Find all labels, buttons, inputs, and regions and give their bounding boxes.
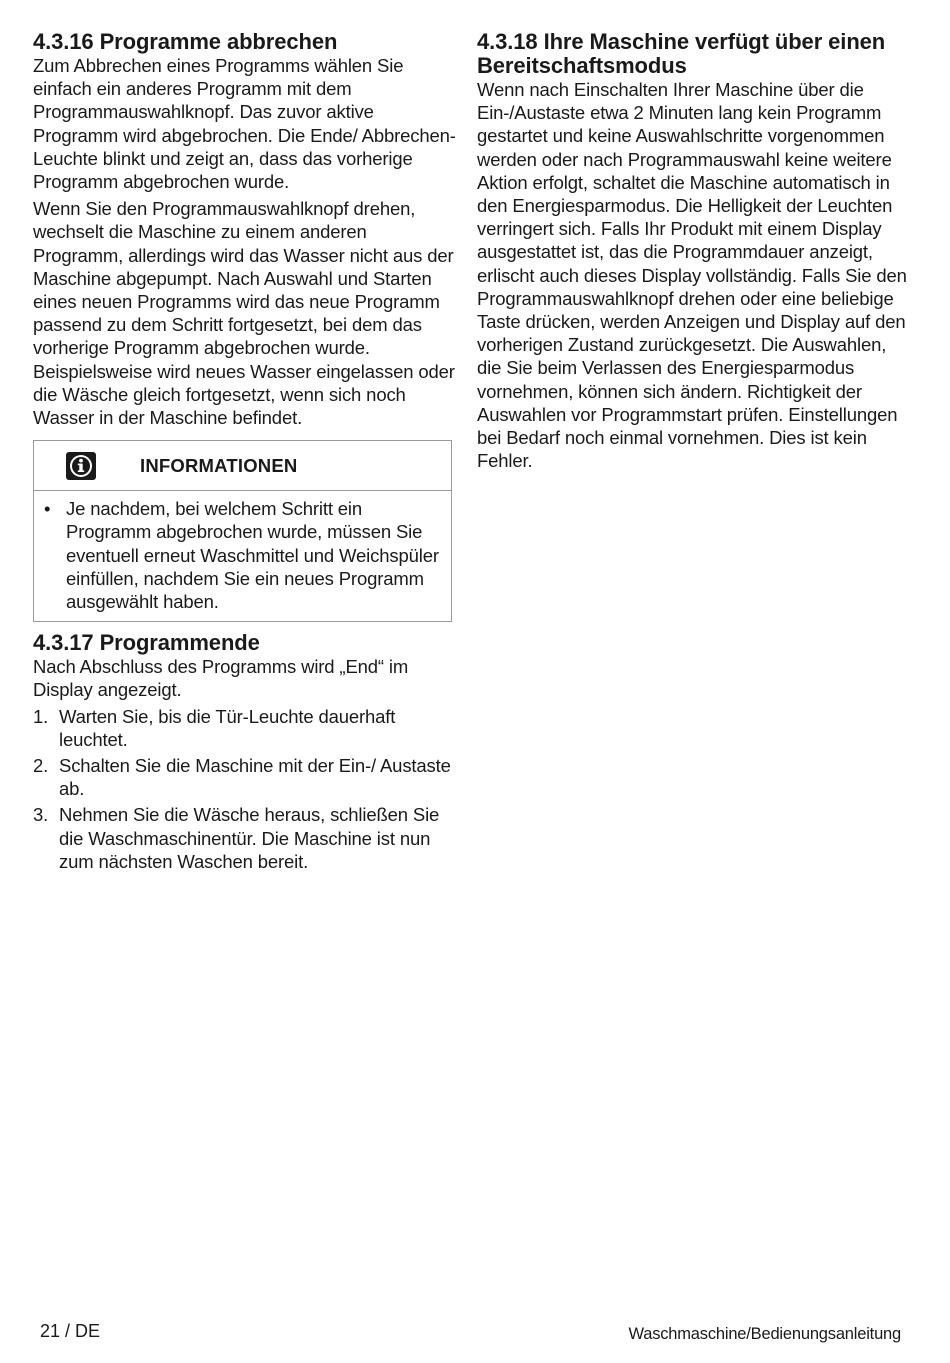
step-text: Schalten Sie die Maschine mit der Ein-/ Austaste ab. [59,755,451,800]
step-item [33,705,457,751]
info-bullet-text: Je nachdem, bei welchem Schritt ein Programm abgebrochen wurde, müssen Sie eventuell erneut Waschmittel und Weichspüler einfüllen, nachdem Sie ein neues Programm ausgewählt haben. [66,498,439,613]
step-text: Warten Sie, bis die Tür-Leuchte dauerhaft leuchtet. [59,705,396,750]
steps-list [33,705,457,873]
info-icon [66,452,96,480]
step-text: Nehmen Sie die Wäsche heraus, schließen Sie die Waschmaschinentür. Die Maschine ist nun zum nächsten Waschen bereit. [59,804,440,872]
info-box-title: INFORMATIONEN [140,454,298,476]
info-box-body [34,491,451,621]
info-box-header [34,441,451,491]
bullet-dot: • [44,498,51,520]
section-heading-programmende: 4.3.17 Programmende [33,630,260,656]
section-heading-programme-abbrechen: 4.3.16 Programme abbrechen [33,29,338,54]
info-box [33,440,452,622]
document-title: Waschmaschine/Bedienungsanleitung [628,1325,901,1343]
info-bullet-item [44,497,441,613]
step-item [33,803,457,873]
step-item [33,754,457,800]
paragraph-end-intro: Nach Abschluss des Programms wird „End“ im Display angezeigt. [33,656,409,701]
step-number: 3. [33,804,49,826]
page-number: 21 / DE [40,1321,101,1341]
step-number: 2. [33,755,49,777]
right-column [477,30,907,472]
left-column [33,30,457,873]
section-heading-bereitschaftsmodus: 4.3.18 Ihre Maschine verfügt über einen Bereitschaftsmodus [477,29,886,78]
step-number: 1. [33,705,49,727]
paragraph-standby-mode: Wenn nach Einschalten Ihrer Maschine über die Ein-/Austaste etwa 2 Minuten lang kein Programm gestartet und keine Auswahlschritte vorgenommen werden oder nach Programmauswahl keine weitere Aktion erfolgt, schaltet die Maschine automatisch in den Energiesparmodus. Die Helligkeit der Leuchten verringert sich. Falls Ihr Produkt mit einem Display ausgestattet ist, das die Programmdauer anzeigt, erlischt auch dieses Display vollständig. Falls Sie den Programmauswahlknopf drehen oder eine beliebige Taste drücken, werden Anzeigen und Display auf den vorherigen Zustand zurückgesetzt. Die Auswahlen, die Sie beim Verlassen des Energiesparmodus vornehmen, können sich ändern. Richtigkeit der Auswahlen vor Programmstart prüfen. Einstellungen bei Bedarf noch einmal vornehmen. Dies ist kein Fehler. [477,79,907,472]
paragraph-cancel-intro: Zum Abbrechen eines Programms wählen Sie einfach ein anderes Programm mit dem Programmauswahlknopf. Das zuvor aktive Programm wird abgebrochen. Die Ende/ Abbrechen-Leuchte blinkt und zeigt an, dass das vorherige Programm abgebrochen wurde. [33,55,456,193]
paragraph-cancel-details: Wenn Sie den Programmauswahlknopf drehen, wechselt die Maschine zu einem anderen Programm, allerdings wird das Wasser nicht aus der Maschine abgepumpt. Nach Auswahl und Starten eines neuen Programms wird das neue Programm passend zu dem Schritt fortgesetzt, bei dem das vorherige Programm abgebrochen wurde. Beispielsweise wird neues Wasser eingelassen oder die Wäsche gleich fortgesetzt, wenn sich noch Wasser in der Maschine befindet. [33,198,455,429]
